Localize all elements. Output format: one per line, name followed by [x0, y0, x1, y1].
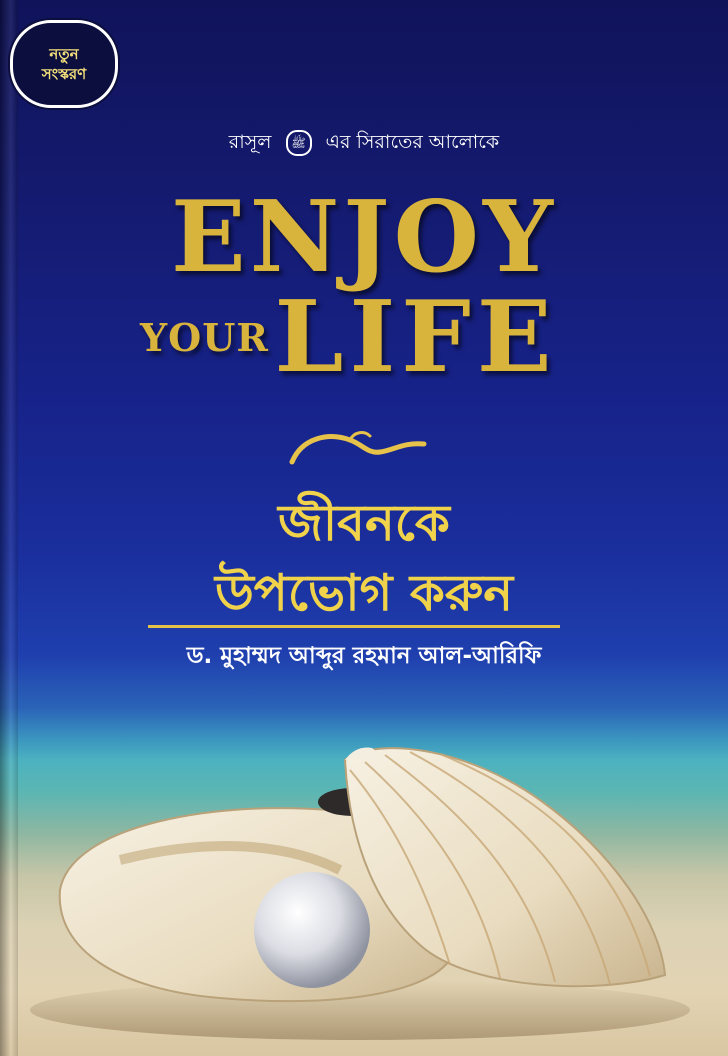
author-name: ড. মুহাম্মদ আব্দুর রহমান আল-আরিফি [186, 643, 542, 669]
new-edition-badge [10, 20, 118, 108]
flourish-ornament [288, 424, 428, 468]
subtitle-after: এর সিরাতের আলোকে [325, 131, 500, 153]
title-your: YOUR [140, 315, 269, 360]
bengali-title-line-1: জীবনকে [278, 494, 450, 552]
title-underline [148, 625, 560, 628]
title-enjoy: ENJOY [171, 180, 557, 295]
seashell-pearl-image [0, 740, 728, 1056]
title-life: LIFE [274, 280, 558, 395]
salutation-icon: ﷺ [286, 130, 312, 156]
title-your-life [140, 280, 558, 395]
subtitle [0, 128, 728, 160]
subtitle-before: রাসূল [228, 131, 272, 153]
badge-line-2: সংস্করণ [41, 65, 87, 83]
badge-line-1: নতুন [49, 45, 79, 63]
bengali-title-line-2: উপভোগ করুন [214, 564, 514, 622]
